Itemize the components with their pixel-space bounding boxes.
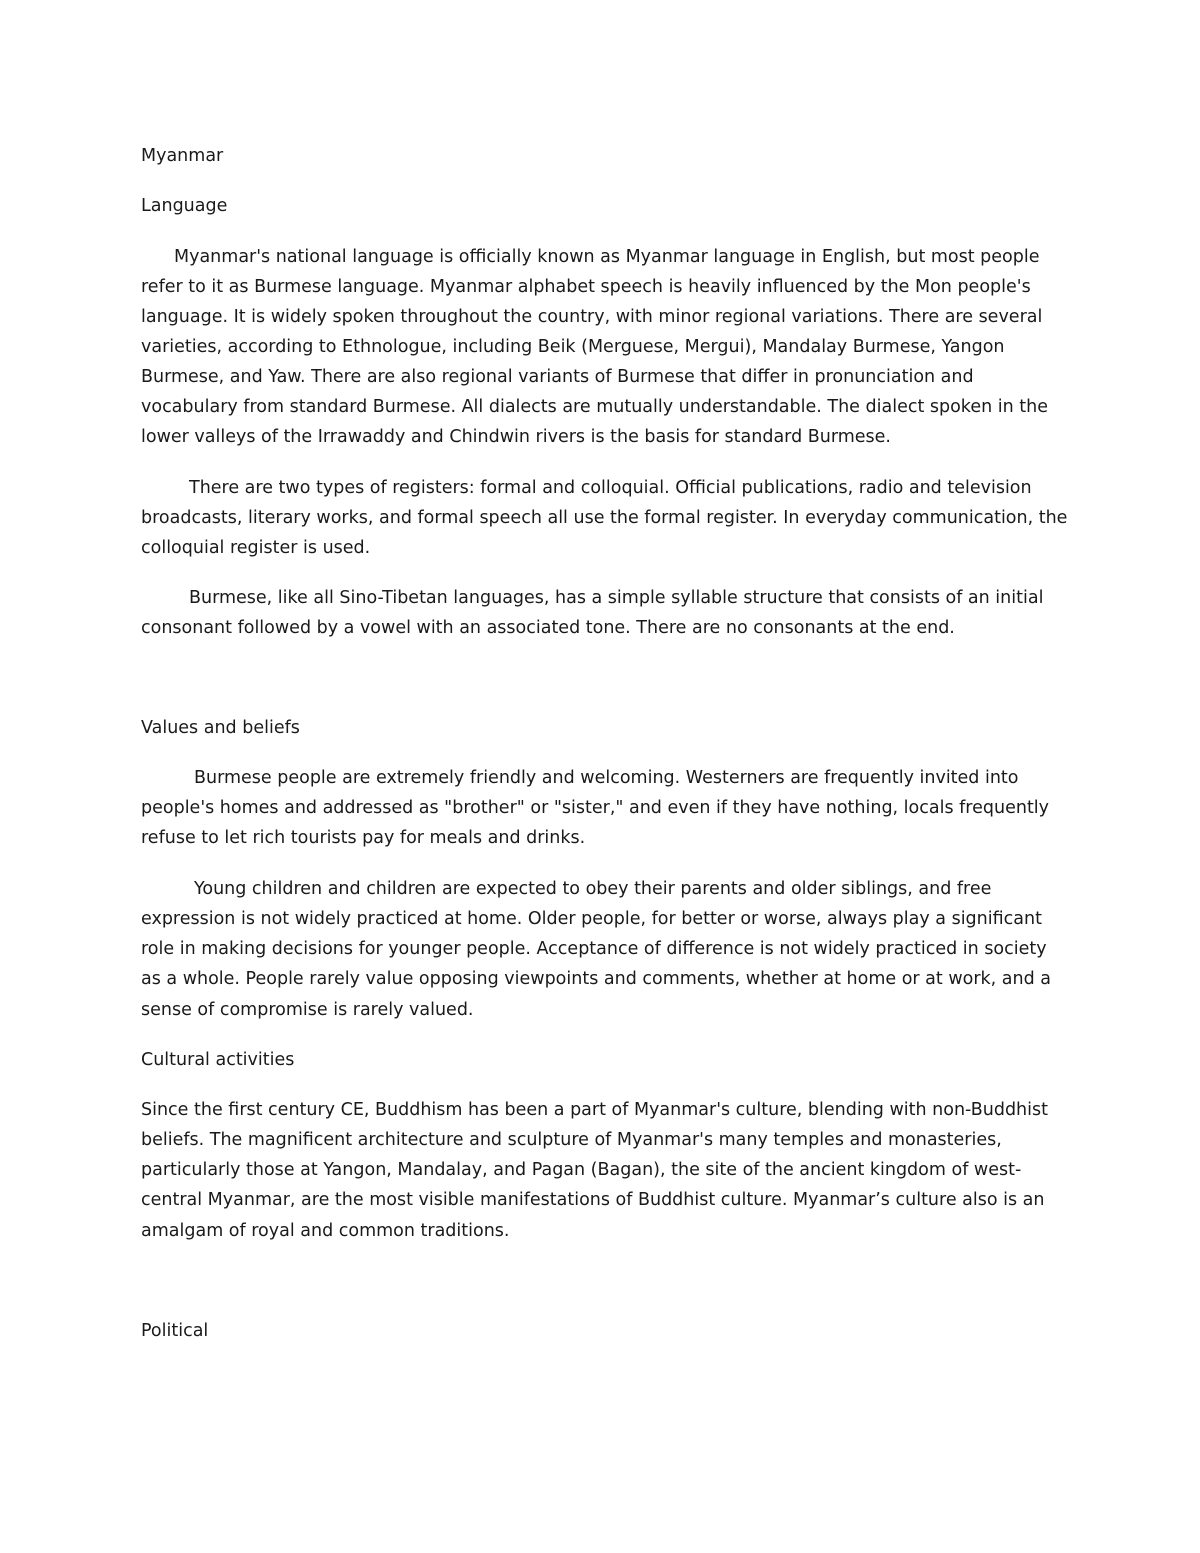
paragraph-line: central Myanmar, are the most visible manifestations of Buddhist culture. Myanmar’s culture also is an <box>141 1190 1045 1210</box>
paragraph-line: people's homes and addressed as "brother" or "sister," and even if they have nothing, locals frequently <box>141 798 1050 818</box>
paragraph-line: beliefs. The magnificent architecture and sculpture of Myanmar's many temples and monasteries, <box>141 1130 1002 1150</box>
section-heading-language: Language <box>141 196 228 216</box>
paragraph-line: role in making decisions for younger people. Acceptance of difference is not widely practiced in society <box>141 939 1047 959</box>
paragraph-line: vocabulary from standard Burmese. All dialects are mutually understandable. The dialect spoken in the <box>141 397 1048 417</box>
paragraph-line: Burmese, and Yaw. There are also regional variants of Burmese that differ in pronunciation and <box>141 367 974 387</box>
section-heading-cultural-activities: Cultural activities <box>141 1050 295 1070</box>
paragraph-line: expression is not widely practiced at home. Older people, for better or worse, always play a significant <box>141 909 1042 929</box>
paragraph-line: refer to it as Burmese language. Myanmar alphabet speech is heavily influenced by the Mon people's <box>141 277 1031 297</box>
section-heading-political: Political <box>141 1321 209 1341</box>
document-title: Myanmar <box>141 146 224 166</box>
paragraph-line: amalgam of royal and common traditions. <box>141 1221 510 1241</box>
paragraph-line: colloquial register is used. <box>141 538 371 558</box>
paragraph-line: There are two types of registers: formal and colloquial. Official publications, radio and television <box>189 478 1032 498</box>
section-heading-values-and-beliefs: Values and beliefs <box>141 718 300 738</box>
paragraph-line: Young children and children are expected to obey their parents and older siblings, and free <box>194 879 992 899</box>
paragraph-line: particularly those at Yangon, Mandalay, and Pagan (Bagan), the site of the ancient kingdom of west- <box>141 1160 1022 1180</box>
paragraph-line: Since the first century CE, Buddhism has been a part of Myanmar's culture, blending with non-Buddhist <box>141 1100 1048 1120</box>
paragraph-line: Myanmar's national language is officially known as Myanmar language in English, but most people <box>174 247 1040 267</box>
paragraph-line: Burmese people are extremely friendly and welcoming. Westerners are frequently invited into <box>194 768 1019 788</box>
paragraph-line: as a whole. People rarely value opposing viewpoints and comments, whether at home or at work, and a <box>141 969 1052 989</box>
paragraph-line: consonant followed by a vowel with an associated tone. There are no consonants at the end. <box>141 618 955 638</box>
paragraph-line: refuse to let rich tourists pay for meals and drinks. <box>141 828 586 848</box>
paragraph-line: language. It is widely spoken throughout the country, with minor regional variations. There are several <box>141 307 1043 327</box>
paragraph-line: lower valleys of the Irrawaddy and Chindwin rivers is the basis for standard Burmese. <box>141 427 891 447</box>
paragraph-line: sense of compromise is rarely valued. <box>141 1000 474 1020</box>
paragraph-line: broadcasts, literary works, and formal speech all use the formal register. In everyday communication, the <box>141 508 1068 528</box>
paragraph-line: Burmese, like all Sino-Tibetan languages, has a simple syllable structure that consists of an initial <box>189 588 1044 608</box>
paragraph-line: varieties, according to Ethnologue, including Beik (Merguese, Mergui), Mandalay Burmese, Yangon <box>141 337 1005 357</box>
